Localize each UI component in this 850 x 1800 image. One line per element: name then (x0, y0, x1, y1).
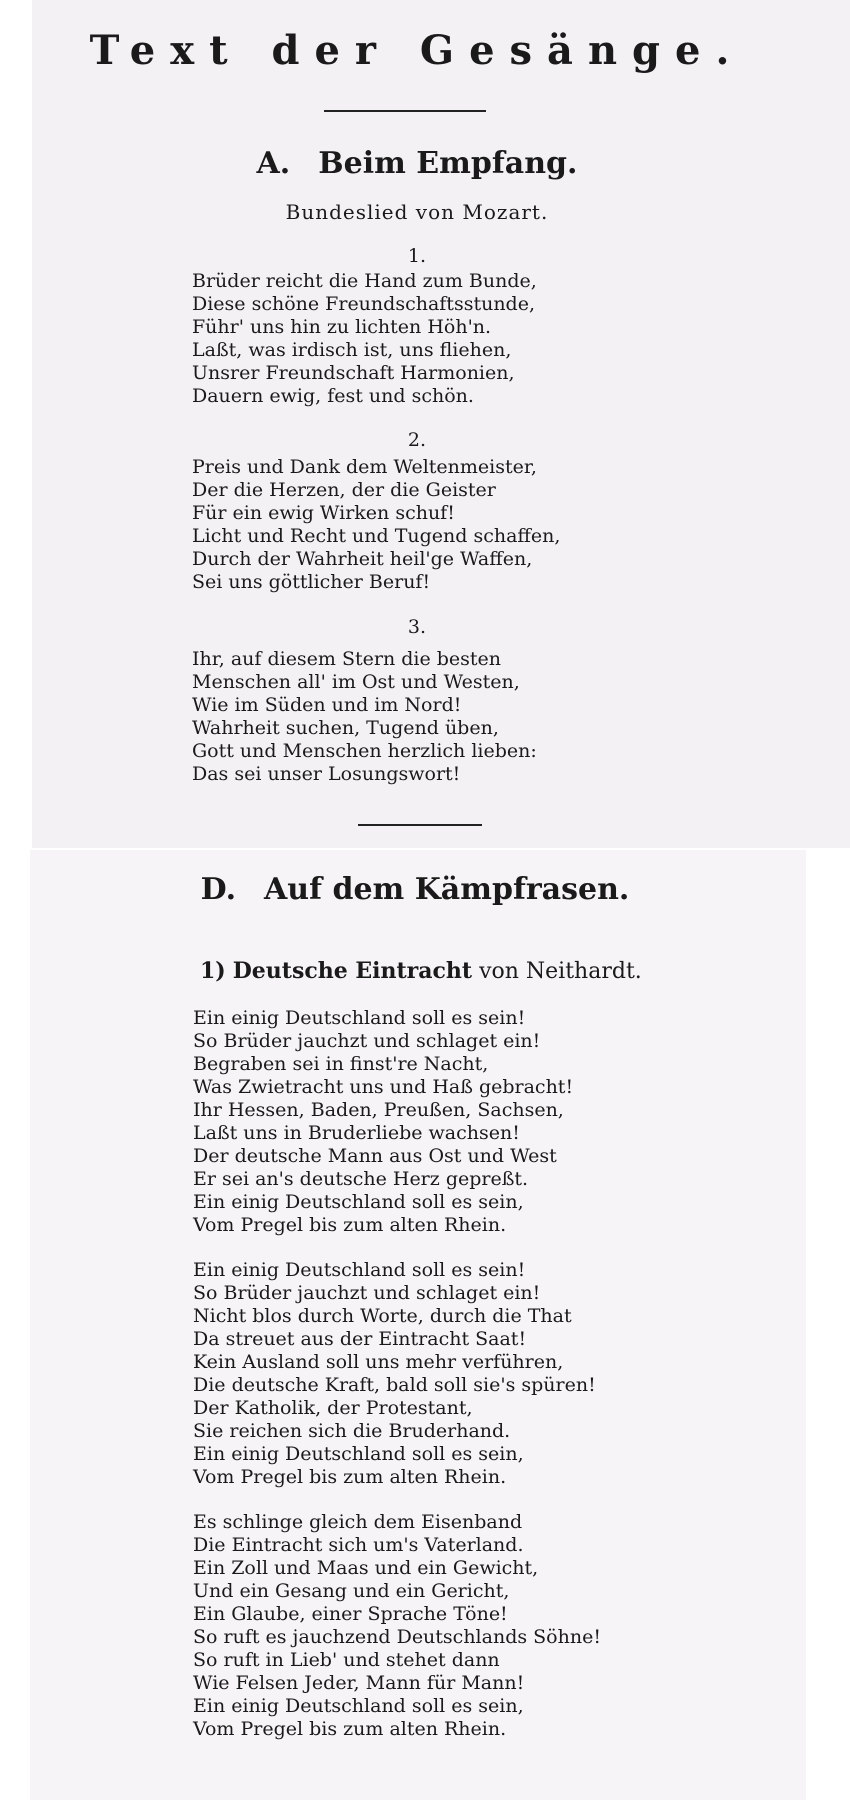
verse-line: Nicht blos durch Worte, durch die That (193, 1305, 572, 1327)
verse-line: Wahrheit suchen, Tugend üben, (192, 717, 499, 739)
verse-line: Die Eintracht sich um's Vaterland. (193, 1534, 524, 1556)
verse-line: Menschen all' im Ost und Westen, (192, 671, 520, 693)
verse-line: Dauern ewig, fest und schön. (192, 385, 474, 407)
page-title: Text der Gesänge. (89, 27, 745, 74)
stanza (192, 456, 752, 594)
verse-line: Der Katholik, der Protestant, (193, 1397, 473, 1419)
verse-line: Wie im Süden und im Nord! (192, 694, 462, 716)
section-heading-a (32, 144, 802, 184)
song-number: 1) (200, 958, 226, 984)
verse-line: So Brüder jauchzt und schlaget ein! (193, 1282, 541, 1304)
song-name: Deutsche Eintracht (232, 958, 473, 984)
verse-line: Der die Herzen, der die Geister (192, 479, 496, 501)
verse-line: Ihr, auf diesem Stern die besten (192, 648, 502, 670)
verse-line: Diese schöne Freundschaftsstunde, (192, 293, 536, 315)
section-divider (358, 824, 482, 826)
section-heading-d (30, 870, 800, 910)
verse-line: Ein Zoll und Maas und ein Gewicht, (193, 1557, 539, 1579)
verse-line: Da streuet aus der Eintracht Saat! (193, 1328, 527, 1350)
stanza-number: 3. (407, 616, 427, 638)
stanza (192, 270, 752, 408)
song-composer: von Neithardt. (479, 959, 642, 984)
stanza (193, 1511, 753, 1741)
verse-line: Gott und Menschen herzlich lieben: (192, 740, 537, 762)
section-title: Beim Empfang. (318, 146, 578, 181)
stanza (193, 1007, 753, 1237)
section-letter: D. (200, 872, 237, 907)
verse-line: Begraben sei in finst're Nacht, (193, 1053, 489, 1075)
verse-line: So ruft in Lieb' und stehet dann (193, 1649, 500, 1671)
verse-line: Brüder reicht die Hand zum Bunde, (192, 270, 537, 292)
section-letter: A. (256, 146, 291, 181)
verse-line: Sei uns göttlicher Beruf! (192, 571, 431, 593)
verse-line: Kein Ausland soll uns mehr verführen, (193, 1351, 564, 1373)
verse-line: Die deutsche Kraft, bald soll sie's spüren! (193, 1374, 596, 1396)
stanza (192, 648, 752, 786)
song-title: Bundeslied von Mozart. (285, 200, 549, 224)
verse-line: Ein einig Deutschland soll es sein, (193, 1443, 524, 1465)
stanza-number: 2. (407, 429, 427, 451)
verse-line: Ein einig Deutschland soll es sein! (193, 1259, 526, 1281)
song-title (200, 956, 642, 987)
verse-line: Laßt, was irdisch ist, uns fliehen, (192, 339, 512, 361)
section-title: Auf dem Kämpfrasen. (264, 872, 630, 907)
verse-line: Ein einig Deutschland soll es sein! (193, 1007, 526, 1029)
verse-line: Unsrer Freundschaft Harmonien, (192, 362, 515, 384)
verse-line: So Brüder jauchzt und schlaget ein! (193, 1030, 541, 1052)
page-scan-a (32, 0, 850, 848)
verse-line: Ein einig Deutschland soll es sein, (193, 1695, 524, 1717)
page-scan-b (30, 850, 806, 1800)
verse-line: Was Zwietracht uns und Haß gebracht! (193, 1076, 574, 1098)
verse-line: Durch der Wahrheit heil'ge Waffen, (192, 548, 533, 570)
verse-line: Sie reichen sich die Bruderhand. (193, 1420, 511, 1442)
verse-line: Vom Pregel bis zum alten Rhein. (193, 1214, 507, 1236)
verse-line: Es schlinge gleich dem Eisenband (193, 1511, 523, 1533)
verse-line: Vom Pregel bis zum alten Rhein. (193, 1718, 507, 1740)
verse-line: Er sei an's deutsche Herz gepreßt. (193, 1168, 529, 1190)
verse-line: Ein einig Deutschland soll es sein, (193, 1191, 524, 1213)
title-divider (324, 110, 486, 112)
verse-line: Licht und Recht und Tugend schaffen, (192, 525, 561, 547)
verse-line: Führ' uns hin zu lichten Höh'n. (192, 316, 492, 338)
verse-line: Ein Glaube, einer Sprache Töne! (193, 1603, 508, 1625)
verse-line: Preis und Dank dem Weltenmeister, (192, 456, 537, 478)
stanza (193, 1259, 753, 1489)
verse-line: Vom Pregel bis zum alten Rhein. (193, 1466, 507, 1488)
verse-line: Wie Felsen Jeder, Mann für Mann! (193, 1672, 525, 1694)
verse-line: Ihr Hessen, Baden, Preußen, Sachsen, (193, 1099, 564, 1121)
verse-line: Der deutsche Mann aus Ost und West (193, 1145, 557, 1167)
stanza-number: 1. (407, 245, 427, 267)
verse-line: Das sei unser Losungswort! (192, 763, 461, 785)
verse-line: Für ein ewig Wirken schuf! (192, 502, 455, 524)
verse-line: Und ein Gesang und ein Gericht, (193, 1580, 510, 1602)
verse-line: Laßt uns in Bruderliebe wachsen! (193, 1122, 520, 1144)
verse-line: So ruft es jauchzend Deutschlands Söhne! (193, 1626, 601, 1648)
